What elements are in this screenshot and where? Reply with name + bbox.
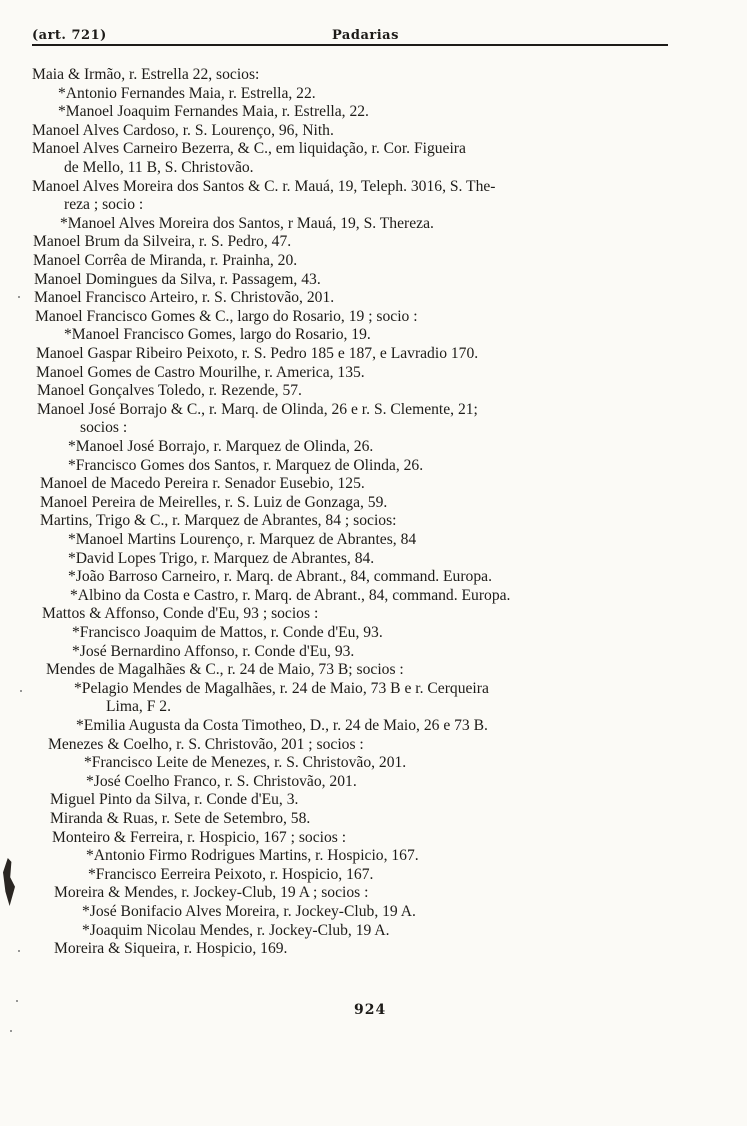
entry-line: *Pelagio Mendes de Magalhães, r. 24 de Maio, 73 B e r. Cerqueira [74,679,489,697]
entry-line: Manoel Gomes de Castro Mourilhe, r. America, 135. [36,363,365,381]
entry-line: *José Bonifacio Alves Moreira, r. Jockey-Club, 19 A. [82,903,416,920]
entry-line: *José Bernardino Affonso, r. Conde d'Eu, 93. [72,642,355,660]
page-speck [18,296,20,298]
header-rule [32,44,668,46]
entry-line: *Francisco Joaquim de Mattos, r. Conde d'Eu, 93. [72,624,383,641]
entry-line: Manoel Francisco Gomes & C., largo do Rosario, 19 ; socio : [35,307,418,325]
page-speck [18,950,20,952]
entry-line: *David Lopes Trigo, r. Marquez de Abrantes, 84. [68,549,375,567]
entry-line: Menezes & Coelho, r. S. Christovão, 201 ; socios : [48,735,364,753]
page-speck [10,1030,12,1032]
entry-line: Manoel José Borrajo & C., r. Marq. de Olinda, 26 e r. S. Clemente, 21; [37,400,478,418]
entry-line: Lima, F 2. [106,698,171,716]
header-article-number: (art. 721) [32,28,107,43]
entry-line: *Emilia Augusta da Costa Timotheo, D., r. 24 de Maio, 26 e 73 B. [76,717,488,734]
entry-line: *Manoel José Borrajo, r. Marquez de Olinda, 26. [68,438,374,455]
entry-line: Miguel Pinto da Silva, r. Conde d'Eu, 3. [50,791,299,809]
entry-line: Manoel Gaspar Ribeiro Peixoto, r. S. Pedro 185 e 187, e Lavradio 170. [36,345,479,362]
entry-line: *José Coelho Franco, r. S. Christovão, 201. [86,772,357,790]
entry-line: Manoel Alves Carneiro Bezerra, & C., em liquidação, r. Cor. Figueira [32,140,466,158]
entry-line: Monteiro & Ferreira, r. Hospicio, 167 ; socios : [52,828,347,846]
entry-line: Miranda & Ruas, r. Sete de Setembro, 58. [50,810,311,827]
entry-line: Mattos & Affonso, Conde d'Eu, 93 ; socios : [42,605,319,623]
header-title: Padarias [332,28,399,43]
entry-line: Martins, Trigo & C., r. Marquez de Abrantes, 84 ; socios: [40,512,397,530]
entry-line: *Manoel Francisco Gomes, largo do Rosario, 19. [64,326,371,344]
entry-line: reza ; socio : [64,196,144,214]
entry-line: *Antonio Fernandes Maia, r. Estrella, 22. [58,84,316,102]
entry-line: Maia & Irmão, r. Estrella 22, socios: [32,66,260,83]
entry-line: Manoel de Macedo Pereira r. Senador Eusebio, 125. [40,475,365,493]
entry-line: Manoel Gonçalves Toledo, r. Rezende, 57. [37,382,302,400]
entry-line: Manoel Pereira de Meirelles, r. S. Luiz de Gonzaga, 59. [40,493,388,511]
entry-line: Moreira & Siqueira, r. Hospicio, 169. [54,940,288,958]
entry-line: *Francisco Eerreira Peixoto, r. Hospicio, 167. [88,865,374,883]
page-number: 924 [354,1002,387,1018]
entry-line: Manoel Alves Cardoso, r. S. Lourenço, 96, Nith. [32,121,334,139]
entry-line: Manoel Corrêa de Miranda, r. Prainha, 20. [33,252,298,269]
entry-line: *Manoel Martins Lourenço, r. Marquez de Abrantes, 84 [68,531,417,548]
entry-line: de Mello, 11 B, S. Christovão. [64,159,254,176]
entry-line: *Manoel Alves Moreira dos Santos, r Mauá, 19, S. Thereza. [60,214,434,232]
page-speck [20,690,22,692]
entry-line: *Albino da Costa e Castro, r. Marq. de Abrant., 84, command. Europa. [70,586,511,604]
page-speck [16,1000,18,1002]
entry-line: Mendes de Magalhães & C., r. 24 de Maio, 73 B; socios : [46,661,404,679]
entry-line: Manoel Brum da Silveira, r. S. Pedro, 47. [33,233,292,251]
entry-line: *Joaquim Nicolau Mendes, r. Jockey-Club, 19 A. [82,921,390,939]
margin-ink-blot [3,858,15,906]
entry-line: *Antonio Firmo Rodrigues Martins, r. Hospicio, 167. [86,847,419,865]
entry-line: *Francisco Leite de Menezes, r. S. Christovão, 201. [84,754,407,772]
entry-line: Manoel Francisco Arteiro, r. S. Christovão, 201. [34,289,335,307]
entry-line: *Francisco Gomes dos Santos, r. Marquez de Olinda, 26. [68,456,424,474]
entry-line: Moreira & Mendes, r. Jockey-Club, 19 A ; socios : [54,884,369,902]
entry-line: Manoel Alves Moreira dos Santos & C. r. Mauá, 19, Teleph. 3016, S. The- [32,177,496,195]
entry-line: *Manoel Joaquim Fernandes Maia, r. Estrella, 22. [58,103,369,121]
entry-line: Manoel Domingues da Silva, r. Passagem, 43. [34,270,321,288]
entry-line: socios : [80,419,128,437]
entry-line: *João Barroso Carneiro, r. Marq. de Abrant., 84, command. Europa. [68,568,492,586]
